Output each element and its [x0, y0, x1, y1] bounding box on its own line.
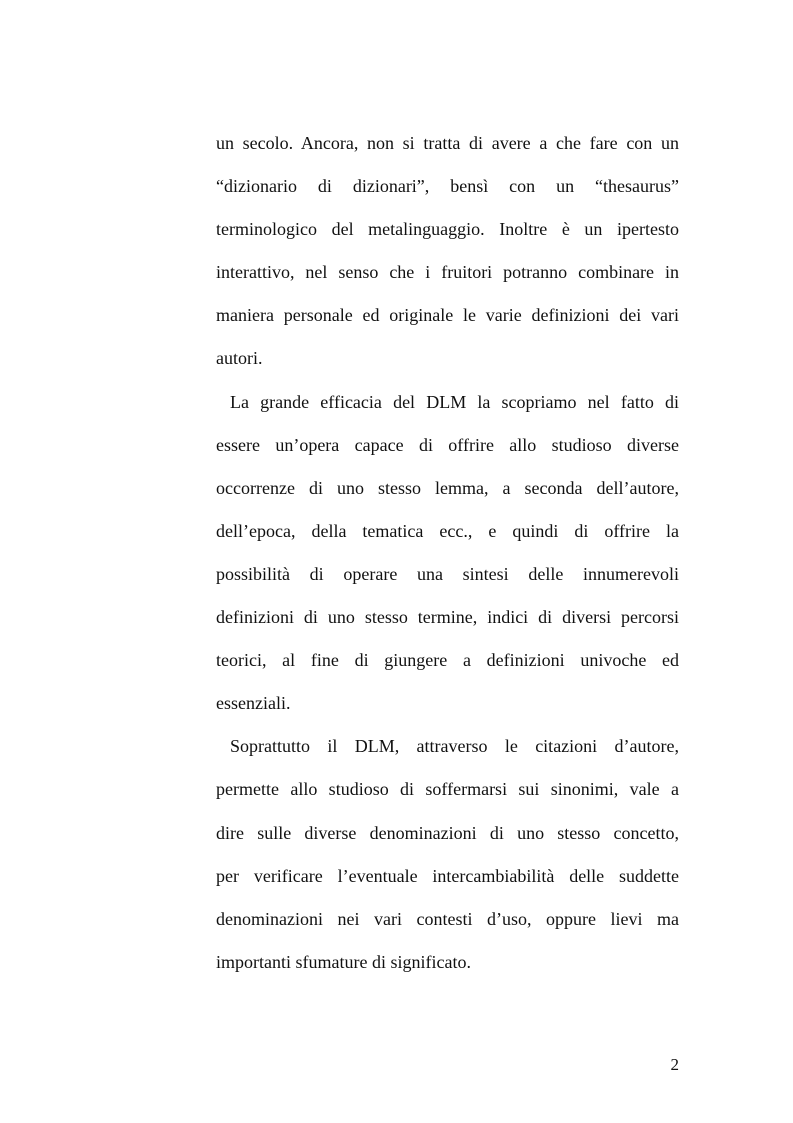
page-number: 2 — [670, 1055, 679, 1074]
text-line: “dizionario di dizionari”, bensì con un “thesaurus” — [216, 176, 679, 197]
body-text — [216, 126, 679, 988]
text-line: definizioni di uno stesso termine, indici di diversi percorsi — [216, 607, 679, 628]
text-line: dell’epoca, della tematica ecc., e quindi di offrire la — [216, 520, 679, 541]
paragraph-1 — [216, 126, 679, 385]
text-line: Soprattutto il DLM, attraverso le citazioni d’autore, — [230, 736, 679, 757]
text-line: maniera personale ed originale le varie definizioni dei vari — [216, 305, 679, 326]
text-line: teorici, al fine di giungere a definizioni univoche ed — [216, 650, 679, 671]
paragraph-2 — [216, 385, 679, 730]
text-line: essere un’opera capace di offrire allo studioso diverse — [216, 434, 679, 455]
text-line: terminologico del metalinguaggio. Inoltre è un ipertesto — [216, 219, 679, 240]
text-line: occorrenze di uno stesso lemma, a seconda dell’autore, — [216, 477, 679, 498]
text-line: essenziali. — [216, 693, 291, 714]
text-line: permette allo studioso di soffermarsi sui sinonimi, vale a — [216, 779, 679, 800]
text-line: autori. — [216, 348, 263, 369]
text-line: dire sulle diverse denominazioni di uno stesso concetto, — [216, 822, 679, 843]
paragraph-3 — [216, 729, 679, 988]
text-line: importanti sfumature di significato. — [216, 951, 471, 972]
text-line: La grande efficacia del DLM la scopriamo nel fatto di — [230, 391, 679, 412]
text-line: interattivo, nel senso che i fruitori potranno combinare in — [216, 262, 679, 283]
text-line: per verificare l’eventuale intercambiabilità delle suddette — [216, 865, 679, 886]
text-line: denominazioni nei vari contesti d’uso, oppure lievi ma — [216, 908, 679, 929]
text-line: possibilità di operare una sintesi delle innumerevoli — [216, 563, 679, 584]
text-line: un secolo. Ancora, non si tratta di avere a che fare con un — [216, 133, 679, 153]
